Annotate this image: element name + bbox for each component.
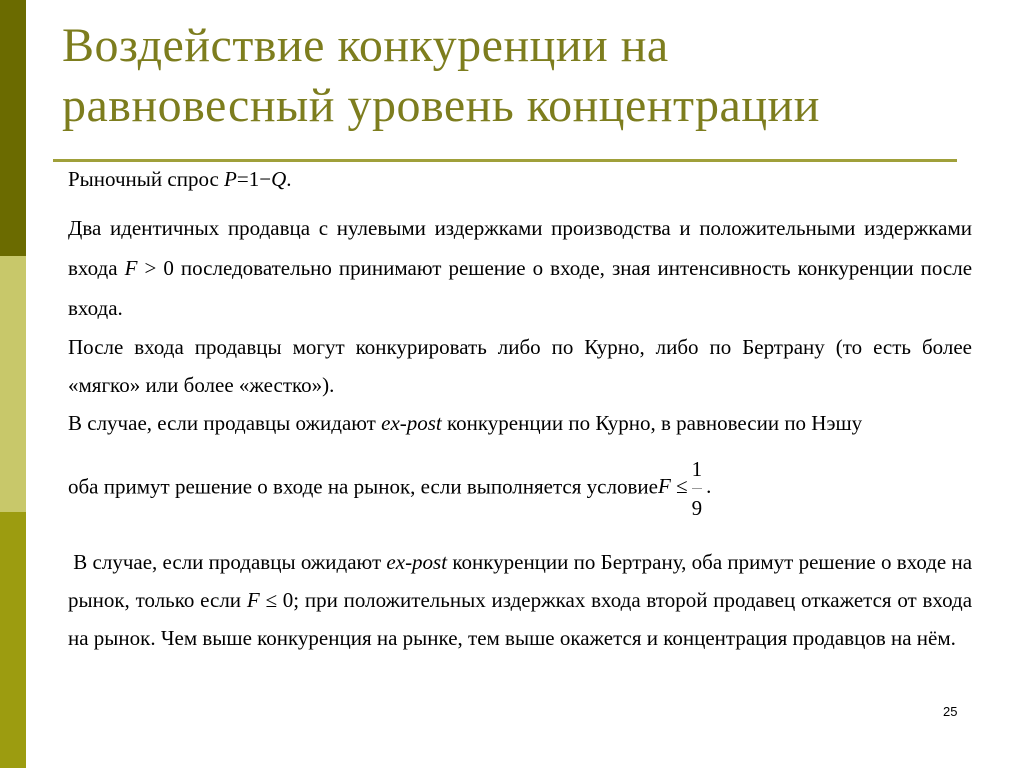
entry-cost-formula — [125, 256, 181, 280]
cournot-condition-line — [68, 456, 972, 521]
cournot-op: ≤ — [676, 474, 688, 499]
bertrand-formula — [247, 588, 293, 612]
bertrand-part-3: ; при положительных издержках входа второй продавец откажется от входа на рынок. Чем выше конкуренция на рынке, тем выше окажется и концентрация продавцов на нём. — [68, 588, 973, 650]
slide-title — [62, 16, 982, 136]
slide-body — [68, 160, 972, 657]
fraction-denominator: 9 — [691, 496, 703, 520]
demand-one: 1 — [248, 167, 260, 191]
slide-title-line-2: равновесный уровень концентрации — [62, 79, 820, 132]
compete-paragraph: После входа продавцы могут конкурировать либо по Курно, либо по Бертрану (то есть более «мягко» или более «жестко»). — [68, 335, 972, 397]
demand-eq: = — [236, 167, 249, 191]
fraction-numerator: 1 — [691, 457, 703, 481]
left-stripe-top — [0, 0, 26, 256]
bertrand-val: 0 — [282, 588, 294, 612]
cournot-part-3: оба примут решение о входе на рынок, если выполняется условие — [68, 474, 658, 499]
bertrand-paragraph — [68, 543, 972, 657]
fraction-one-ninth — [692, 456, 703, 521]
bertrand-op: ≤ — [265, 588, 277, 612]
sellers-after: последовательно принимают решение о входе, зная интенсивность конкуренции после входа. — [68, 256, 973, 320]
demand-p: P — [224, 167, 237, 191]
cournot-part-2: конкуренции по Курно, в равновесии по Нэшу — [447, 411, 863, 435]
bertrand-part-2: конкуренции по Бертрану, оба примут решение о входе на рынок, только если — [68, 550, 973, 612]
demand-end: . — [286, 167, 292, 191]
slide-title-line-1: Воздействие конкуренции на — [62, 19, 669, 72]
demand-minus: − — [259, 167, 272, 191]
page-number: 25 — [943, 704, 958, 719]
cournot-var: F — [657, 474, 671, 499]
demand-label: Рыночный спрос — [68, 167, 219, 191]
cournot-ex-post: ex-post — [381, 411, 442, 435]
left-stripe-middle — [0, 256, 26, 512]
sellers-paragraph — [68, 208, 972, 328]
bertrand-ex-post: ex-post — [386, 550, 448, 574]
left-stripe-bottom — [0, 512, 26, 768]
bertrand-part-1: В случае, если продавцы ожидают — [73, 550, 382, 574]
entry-cost-op: > — [144, 256, 157, 280]
demand-paragraph — [68, 160, 972, 198]
entry-cost-var: F — [124, 256, 138, 280]
cournot-paragraph — [68, 404, 972, 442]
fraction-bar — [692, 488, 703, 489]
cournot-formula — [657, 457, 712, 520]
cournot-end: . — [706, 474, 712, 499]
cournot-part-1: В случае, если продавцы ожидают — [68, 411, 376, 435]
demand-q: Q — [271, 167, 287, 191]
sellers-before: Два идентичных продавца с нулевыми издержками производства и положительными издержками входа — [68, 216, 972, 280]
demand-formula — [224, 167, 291, 191]
bertrand-var: F — [246, 588, 260, 612]
entry-cost-val: 0 — [163, 256, 174, 280]
